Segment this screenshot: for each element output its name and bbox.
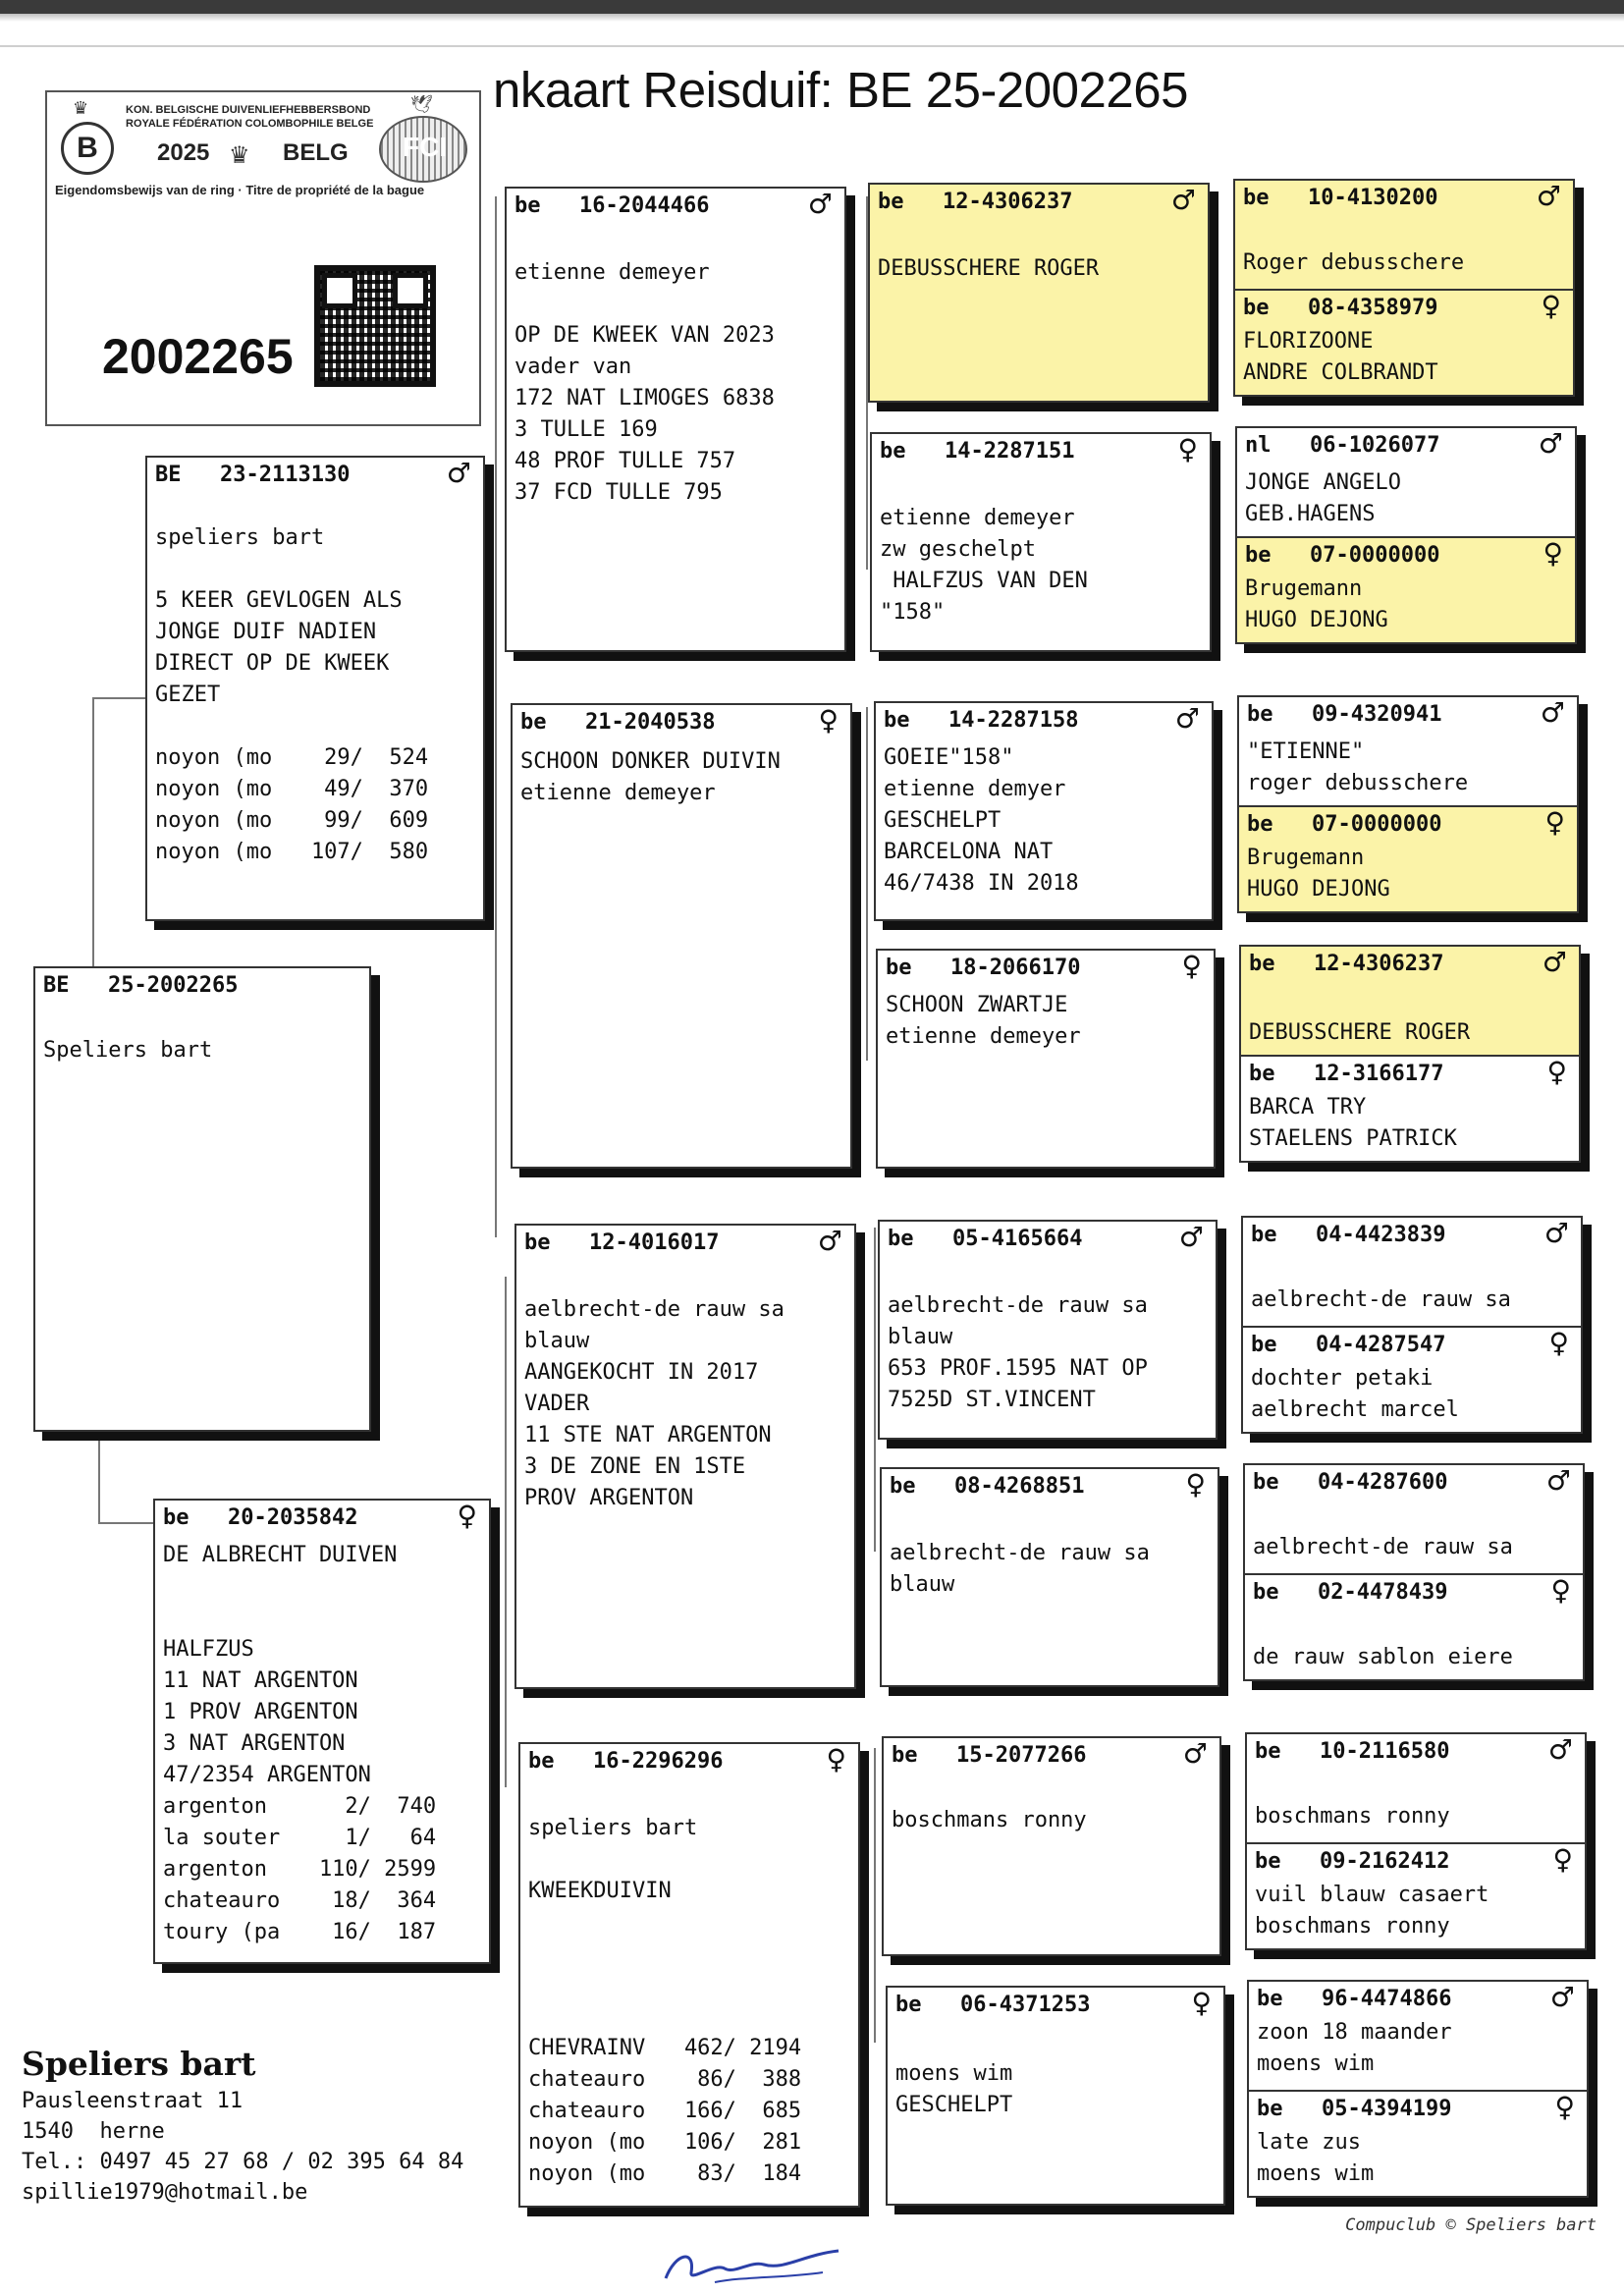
pigeon-notes: SCHOON ZWARTJE etienne demeyer [886,993,1081,1049]
pigeon-box-dss [878,1220,1218,1440]
ring-number: 16-2296296 [593,1749,724,1774]
pigeon-header [1245,427,1567,462]
pigeon-box-dam [153,1499,491,1964]
pigeon-pair-box-2 [1235,426,1577,644]
pigeon-header [524,1225,846,1259]
pigeon-notes: moens wim GESCHELPT [895,2061,1013,2117]
ring-number: 06-1026077 [1310,433,1440,458]
ring-number: 25-2002265 [108,973,239,998]
pigeon-pair-box-1 [1233,179,1575,397]
country-code: be [880,439,906,464]
female-icon: ♀ [1544,806,1565,839]
country-code: be [1253,1580,1279,1605]
pigeon-bottom-half [1243,1326,1581,1432]
page-title: nkaart Reisduif: BE 25-2002265 [493,62,1188,118]
ring-number: 14-2287158 [948,708,1079,733]
ring-number: 02-4478439 [1318,1580,1448,1605]
pigeon-pair-box-8 [1247,1980,1589,2198]
pigeon-header [1243,290,1565,324]
female-icon: ♀ [1543,537,1563,570]
pigeon-notes: JONGE ANGELO GEB.HAGENS [1245,470,1401,526]
ring-number: 05-4394199 [1322,2097,1452,2121]
pigeon-notes: speliers bart KWEEKDUIVIN CHEVRAINV 462/ 2194 chateauro 86/ 388 chateauro 166/ 685 noyon (mo 106/ 281 noyon (mo 83/ 184 [528,1816,802,2186]
pigeon-header [1247,696,1569,731]
pigeon-bottom-half [1245,1573,1583,1679]
ring-number: 10-4130200 [1308,186,1438,210]
pigeon-notes: BARCA TRY STAELENS PATRICK [1249,1095,1457,1151]
male-icon: ♂ [1170,184,1196,216]
pigeon-top-half [1235,181,1573,289]
org-name-fr: ROYALE FÉDÉRATION COLOMBOPHILE BELGE [126,118,374,130]
pigeon-header [1247,806,1569,841]
ring-number: 12-4306237 [943,190,1073,214]
female-icon: ♀ [1552,1843,1573,1876]
ring-number: 23-2113130 [220,463,351,487]
pigeon-bottom-half [1235,289,1573,395]
pigeon-header [1245,537,1567,572]
ring-number: 08-4358979 [1308,296,1438,320]
country-code: be [888,1227,914,1251]
scan-top-band [0,0,1624,14]
country-code: be [1247,812,1273,837]
pigeon-notes: "ETIENNE" roger debusschere [1247,739,1469,795]
pigeon-box-ssd [870,432,1212,652]
country-code: be [163,1505,189,1530]
country-code: be [514,193,541,218]
pigeon-header [1251,1327,1573,1361]
ring-number: 15-2077266 [956,1743,1087,1768]
ring-number: 08-4268851 [954,1474,1085,1499]
pigeon-header [888,1221,1208,1255]
pigeon-box-sds [874,701,1214,921]
connector-line [495,196,497,1237]
pigeon-header [886,950,1206,984]
ring-number: 09-4320941 [1312,702,1442,727]
connector-line [874,1748,876,2043]
pigeon-notes: etienne demeyer OP DE KWEEK VAN 2023 vader van 172 NAT LIMOGES 6838 3 TULLE 169 48 PROF TULLE 757 37 FCD TULLE 795 [514,260,775,505]
connector-line [505,1277,507,1787]
pigeon-box-dam-sire [514,1224,856,1689]
ring-number: 10-2116580 [1320,1739,1450,1764]
pigeon-notes: Brugemann HUGO DEJONG [1245,576,1388,632]
pigeon-notes: boschmans ronny [1255,1804,1450,1829]
country-code: be [890,1474,916,1499]
pigeon-header [155,457,475,491]
ring-number: 12-4306237 [1314,952,1444,976]
ring-number: 04-4423839 [1316,1223,1446,1247]
pigeon-notes: etienne demeyer zw geschelpt HALFZUS VAN DEN "158" [880,506,1088,625]
pigeon-header [884,702,1204,737]
country-code: be [528,1749,555,1774]
pigeon-pair-box-3 [1237,695,1579,913]
country-code: nl [1245,433,1272,458]
female-icon: ♀ [1554,2091,1575,2123]
male-icon: ♂ [1178,1221,1204,1253]
owner-email: spillie1979@hotmail.be [22,2180,308,2205]
ring-ownership-card [45,90,481,426]
owner-street: Pausleenstraat 11 [22,2089,244,2113]
pigeon-header [878,184,1200,218]
ring-number: 20-2035842 [228,1505,358,1530]
pigeon-notes: aelbrecht-de rauw sa blauw [890,1541,1150,1597]
crown-icon: ♛ [229,142,250,169]
male-icon: ♂ [1182,1737,1208,1770]
pigeon-notes: aelbrecht-de rauw sa [1251,1287,1511,1312]
pigeon-top-half [1241,947,1579,1055]
country-code: be [884,708,910,733]
male-icon: ♂ [807,188,833,220]
male-icon: ♂ [1542,946,1567,978]
pigeon-icon: 🕊 [410,94,433,114]
pigeon-notes: DEBUSSCHERE ROGER [1249,1020,1471,1045]
pigeon-top-half [1239,697,1577,805]
male-icon: ♂ [817,1225,842,1257]
female-icon: ♀ [818,704,839,737]
country-code: be [886,956,912,980]
pigeon-header [1257,2091,1579,2125]
pigeon-notes: GOEIE"158" etienne demyer GESCHELPT BARCELONA NAT 46/7438 IN 2018 [884,745,1079,896]
pigeon-header [892,1737,1212,1772]
pigeon-notes: DEBUSSCHERE ROGER [878,256,1100,281]
pigeon-box-dam-dam [518,1742,860,2208]
connector-line [98,1522,153,1524]
pigeon-header [1253,1464,1575,1499]
female-icon: ♀ [1541,290,1561,322]
pigeon-notes: speliers bart 5 KEER GEVLOGEN ALS JONGE DUIF NADIEN DIRECT OP DE KWEEK GEZET noyon (mo 29/ 524 noyon (mo 49/ 370 noyon (mo 99/ 609 noyon (mo 107/ 580 [155,525,429,864]
male-icon: ♂ [1174,702,1200,735]
female-icon: ♀ [1546,1056,1567,1088]
ring-number: 21-2040538 [585,710,716,735]
country-code: be [1257,1987,1283,2011]
country-code: BE [43,973,70,998]
ring-number: 07-0000000 [1310,543,1440,568]
pigeon-header [520,704,842,738]
male-icon: ♂ [1543,1217,1569,1249]
pigeon-header [528,1743,850,1777]
pigeon-top-half [1245,1465,1583,1573]
org-name-nl: KON. BELGISCHE DUIVENLIEFHEBBERSBOND [126,104,371,116]
pigeon-header [1253,1574,1575,1609]
pigeon-top-half [1247,1734,1585,1842]
fci-logo-text: FCI [403,132,448,162]
female-icon: ♀ [1550,1574,1571,1607]
male-icon: ♂ [1540,696,1565,729]
female-icon: ♀ [826,1743,846,1776]
pigeon-notes: Brugemann HUGO DEJONG [1247,846,1390,902]
pigeon-header [1255,1843,1577,1878]
ring-number: 06-4371253 [960,1993,1091,2017]
ring-number: 12-4016017 [589,1230,720,1255]
signature [656,2243,848,2286]
pigeon-notes: late zus moens wim [1257,2130,1375,2186]
connector-line [866,707,868,1061]
female-icon: ♀ [1185,1468,1206,1501]
ring-number: 05-4165664 [952,1227,1083,1251]
pigeon-notes: de rauw sablon eiere [1253,1645,1513,1669]
pigeon-notes: aelbrecht-de rauw sa [1253,1535,1513,1559]
country-code: be [1243,186,1270,210]
connector-line [98,1434,100,1524]
fci-logo [379,116,467,183]
pigeon-bottom-half [1241,1055,1579,1161]
ring-card-subtitle: Eigendomsbewijs van de ring · Titre de propriété de la bague [55,183,425,197]
country-code: be [1257,2097,1283,2121]
pigeon-bottom-half [1249,2090,1587,2196]
female-icon: ♀ [457,1500,477,1532]
country-code: be [1245,543,1272,568]
pigeon-header [1257,1981,1579,2015]
pigeon-top-half [1249,1982,1587,2090]
pigeon-notes: aelbrecht-de rauw sa blauw AANGEKOCHT IN 2017 VADER 11 STE NAT ARGENTON 3 DE ZONE EN 1STE PROV ARGENTON [524,1297,785,1510]
copyright-notice: Compuclub © Speliers bart [1345,2215,1597,2235]
country-code: be [1247,702,1273,727]
country-code: be [892,1743,918,1768]
scan-top-shade [0,14,1624,22]
pigeon-notes: zoon 18 maander moens wim [1257,2020,1452,2076]
pigeon-header [163,1500,481,1534]
pigeon-box-sss [868,183,1210,403]
ring-number: 04-4287547 [1316,1333,1446,1357]
pigeon-box-ddd [886,1986,1225,2206]
female-icon: ♀ [1548,1327,1569,1359]
country-code: be [1255,1739,1281,1764]
male-icon: ♂ [1547,1733,1573,1766]
owner-name: Speliers bart [22,2045,256,2083]
pigeon-bottom-half [1237,536,1575,642]
pigeon-header [1243,180,1565,214]
pigeon-box-sire-sire [505,187,846,652]
ring-number: 2002265 [102,329,294,384]
owner-address-block [22,2043,463,2208]
connector-line [92,697,147,699]
pigeon-notes: Speliers bart [43,1038,213,1063]
country-code: BE [155,463,182,487]
country-code: be [878,190,904,214]
crown-icon: ♛ [73,98,89,118]
pigeon-header [1249,946,1571,980]
pigeon-notes: SCHOON DONKER DUIVIN etienne demeyer [520,749,781,805]
male-icon: ♂ [1538,427,1563,460]
pigeon-header [1251,1217,1573,1251]
pigeon-top-half [1237,428,1575,536]
ring-number: 14-2287151 [945,439,1075,464]
country-code: be [1251,1333,1277,1357]
paper-edge [0,45,1624,47]
kbdb-logo: B [61,122,114,175]
pigeon-pair-box-7 [1245,1732,1587,1950]
pigeon-pair-box-5 [1241,1216,1583,1434]
pigeon-notes: DE ALBRECHT DUIVEN HALFZUS 11 NAT ARGENTON 1 PROV ARGENTON 3 NAT ARGENTON 47/2354 ARGENTON argenton 2/ 740 la souter 1/ 64 argenton 110/ 2599 chateauro 18/ 364 toury (pa 16/ 187 [163,1543,437,1944]
pigeon-notes: boschmans ronny [892,1808,1087,1832]
country-code: be [1253,1470,1279,1495]
pigeon-bottom-half [1239,805,1577,911]
ring-country: BELG [283,139,349,166]
qr-code-icon [314,265,436,387]
pigeon-notes: dochter petaki aelbrecht marcel [1251,1366,1459,1422]
pigeon-box-dds [882,1736,1221,1956]
pigeon-notes: FLORIZOONE ANDRE COLBRANDT [1243,329,1438,385]
female-icon: ♀ [1177,433,1198,465]
ring-number: 04-4287600 [1318,1470,1448,1495]
male-icon: ♂ [1549,1981,1575,2013]
owner-phone: Tel.: 0497 45 27 68 / 02 395 64 84 [22,2150,464,2174]
country-code: be [1251,1223,1277,1247]
country-code: be [1249,952,1275,976]
male-icon: ♂ [1545,1464,1571,1497]
country-code: be [895,1993,922,2017]
pigeon-top-half [1243,1218,1581,1326]
pigeon-header [895,1987,1216,2021]
pigeon-box-sdd [876,949,1216,1169]
country-code: be [1243,296,1270,320]
pigeon-notes: aelbrecht-de rauw sa blauw 653 PROF.1595 NAT OP 7525D ST.VINCENT [888,1293,1148,1412]
pigeon-pair-box-6 [1243,1463,1585,1681]
pigeon-box-dsd [880,1467,1219,1687]
pigeon-bottom-half [1247,1842,1585,1948]
ring-number: 18-2066170 [950,956,1081,980]
pigeon-pair-box-4 [1239,945,1581,1163]
country-code: be [524,1230,551,1255]
female-icon: ♀ [1181,950,1202,982]
pigeon-header [890,1468,1210,1503]
male-icon: ♂ [446,457,471,489]
ring-number: 12-3166177 [1314,1062,1444,1086]
pigeon-header [1255,1733,1577,1768]
pigeon-notes: vuil blauw casaert boschmans ronny [1255,1883,1489,1939]
pigeon-notes: Roger debusschere [1243,250,1465,275]
pigeon-box-sire [145,456,485,921]
connector-line [92,697,94,972]
ring-year: 2025 [157,139,210,166]
pigeon-header [1249,1056,1571,1090]
connector-line [874,1228,876,1552]
owner-city: 1540 herne [22,2119,165,2144]
female-icon: ♀ [1191,1987,1212,2019]
ring-number: 09-2162412 [1320,1849,1450,1874]
pigeon-header [43,970,361,1002]
pigeon-header [514,188,837,222]
pigeon-header [880,433,1202,467]
country-code: be [520,710,547,735]
country-code: be [1249,1062,1275,1086]
pigeon-box-sire-dam [511,703,852,1169]
ring-number: 16-2044466 [579,193,710,218]
country-code: be [1255,1849,1281,1874]
male-icon: ♂ [1536,180,1561,212]
ring-number: 96-4474866 [1322,1987,1452,2011]
pigeon-box-subject [33,966,371,1432]
ring-number: 07-0000000 [1312,812,1442,837]
